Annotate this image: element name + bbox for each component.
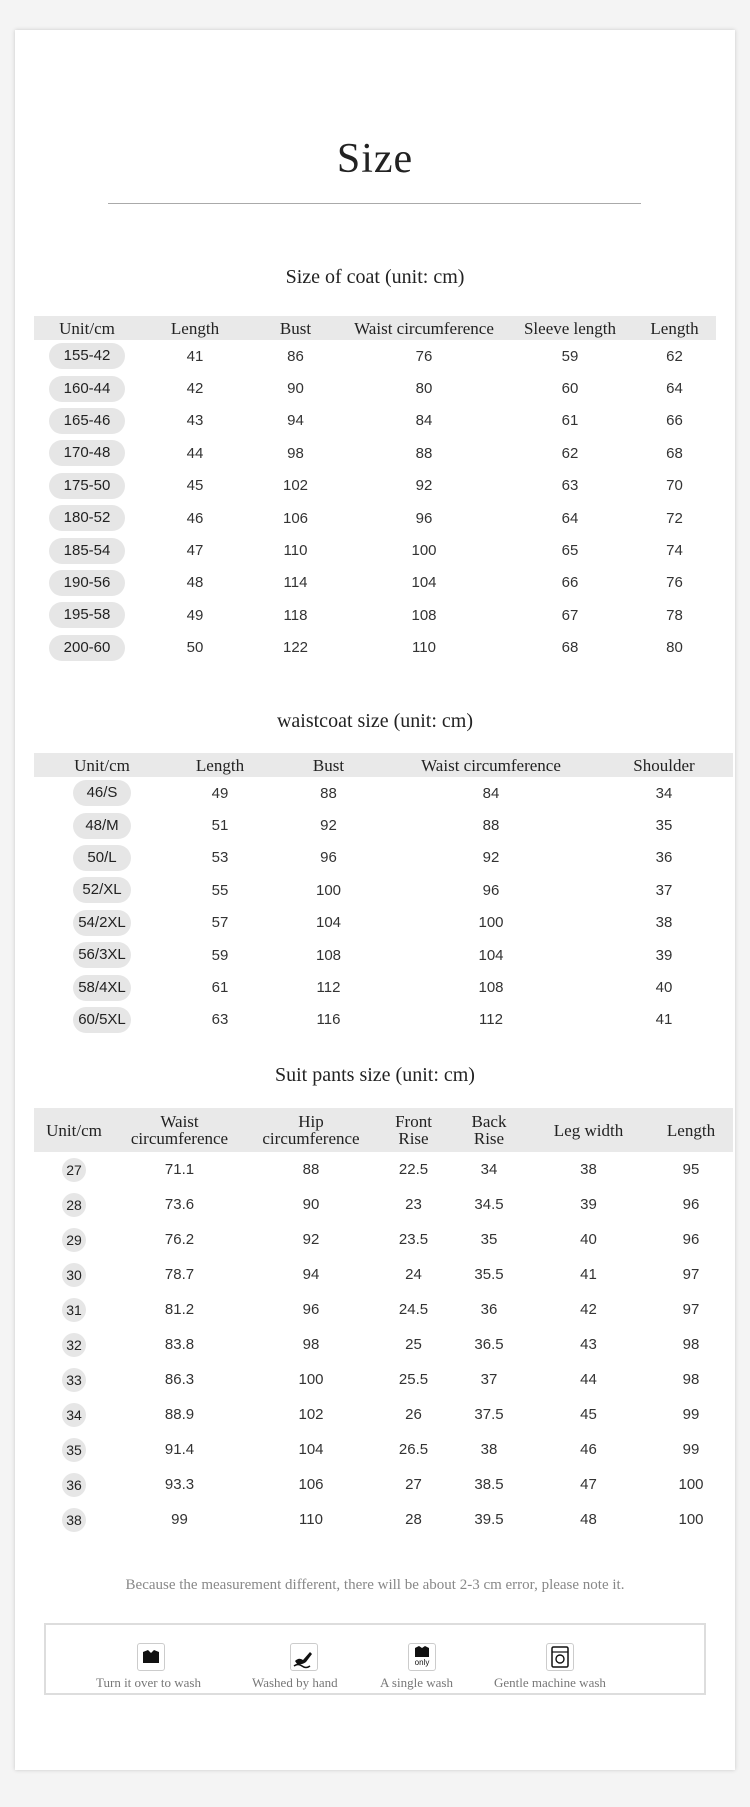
size-label-cell [34, 874, 170, 906]
measurement-cell: 62 [561, 444, 579, 462]
table-row [34, 1152, 733, 1187]
measurement-cell: 51 [211, 817, 229, 835]
measurement-cell: 42 [186, 380, 204, 398]
table-row [34, 971, 733, 1003]
care-instructions [44, 1623, 706, 1695]
measurement-cell: 88 [415, 444, 433, 462]
column-header [528, 1108, 649, 1152]
size-badge: 36 [62, 1473, 86, 1497]
page-title: Size [336, 136, 414, 182]
size-badge: 48/M [73, 813, 131, 839]
measurement-cell: 97 [682, 1301, 700, 1318]
measurement-cell: 96 [682, 1231, 700, 1248]
measurement-cell: 95 [682, 1161, 700, 1178]
column-header [649, 1108, 733, 1152]
measurement-cell: 41 [655, 1011, 673, 1029]
measurement-cell: 98 [682, 1336, 700, 1353]
measurement-cell: 76 [415, 347, 433, 365]
column-header-line: Hip [298, 1112, 324, 1131]
measurement-cell: 116 [316, 1011, 341, 1029]
table-row [34, 939, 733, 971]
size-label-cell [34, 632, 140, 664]
shirt-inside-out-icon [137, 1643, 165, 1671]
measurement-cell: 102 [298, 1406, 324, 1423]
measurement-cell: 48 [580, 1511, 597, 1528]
measurement-cell: 74 [666, 542, 683, 560]
column-header-line: Length [666, 1120, 716, 1140]
measurement-cell: 100 [478, 914, 504, 932]
waistcoat-size-table [34, 753, 733, 1036]
table-row [34, 405, 716, 437]
measurement-note: Because the measurement different, there will be about 2-3 cm error, please note it. [125, 1577, 625, 1593]
care-item-single-wash [380, 1625, 464, 1697]
measurement-cell: 88 [320, 784, 337, 802]
size-badge: 32 [62, 1333, 86, 1357]
size-label-cell [34, 1187, 114, 1222]
size-badge: 33 [62, 1368, 86, 1392]
measurement-cell: 27 [405, 1476, 422, 1493]
measurement-cell: 92 [482, 849, 500, 867]
size-badge: 54/2XL [73, 910, 131, 936]
column-header: Unit/cm [34, 753, 170, 777]
care-item-turn-over [96, 1625, 206, 1697]
size-label-cell [34, 1222, 114, 1257]
measurement-cell: 100 [411, 542, 437, 560]
measurement-cell: 42 [580, 1301, 597, 1318]
column-header: Length [170, 753, 270, 777]
measurement-cell: 35 [655, 817, 673, 835]
measurement-cell: 110 [283, 542, 308, 560]
measurement-cell: 114 [283, 574, 308, 592]
measurement-cell: 96 [415, 509, 433, 527]
size-badge: 46/S [73, 780, 131, 806]
column-header-line: Leg width [553, 1120, 624, 1140]
measurement-cell: 48 [186, 574, 204, 592]
measurement-cell: 98 [682, 1371, 700, 1388]
measurement-cell: 81.2 [164, 1301, 195, 1318]
column-header: Bust [250, 316, 341, 340]
measurement-cell: 88.9 [164, 1406, 195, 1423]
size-label-cell [34, 1292, 114, 1327]
measurement-cell: 71.1 [164, 1161, 195, 1178]
column-header-line: circumference [130, 1129, 229, 1148]
size-badge: 56/3XL [73, 942, 131, 968]
measurement-cell: 66 [666, 412, 683, 430]
measurement-cell: 24.5 [398, 1301, 429, 1318]
measurement-cell: 68 [666, 444, 683, 462]
column-header: Length [633, 316, 716, 340]
measurement-cell: 106 [298, 1476, 324, 1493]
size-label-cell [34, 971, 170, 1003]
measurement-cell: 61 [211, 979, 229, 997]
column-header-line: circumference [262, 1129, 360, 1148]
measurement-cell: 83.8 [164, 1336, 195, 1353]
measurement-cell: 34.5 [474, 1196, 504, 1213]
measurement-cell: 39 [655, 946, 673, 964]
measurement-cell: 99 [171, 1511, 188, 1528]
measurement-cell: 46 [580, 1441, 597, 1458]
measurement-cell: 97 [682, 1266, 700, 1283]
table-row [34, 632, 716, 664]
single-wash-icon [408, 1643, 436, 1671]
column-header: Shoulder [595, 753, 733, 777]
measurement-cell: 40 [655, 979, 673, 997]
measurement-cell: 93.3 [164, 1476, 195, 1493]
measurement-cell: 63 [561, 477, 579, 495]
size-badge: 29 [62, 1228, 86, 1252]
measurement-cell: 41 [580, 1266, 597, 1283]
measurement-cell: 102 [282, 477, 309, 495]
measurement-cell: 37 [655, 881, 673, 899]
size-badge: 58/4XL [73, 975, 131, 1001]
measurement-cell: 61 [561, 412, 579, 430]
coat-size-table [34, 316, 716, 664]
measurement-cell: 78 [666, 606, 683, 624]
measurement-cell: 62 [666, 347, 683, 365]
table-row [34, 567, 716, 599]
size-badge: 60/5XL [73, 1007, 131, 1033]
size-label-cell [34, 842, 170, 874]
measurement-cell: 92 [415, 477, 433, 495]
measurement-cell: 24 [405, 1266, 422, 1283]
care-item-hand-wash [252, 1625, 352, 1697]
measurement-cell: 39 [580, 1196, 597, 1213]
measurement-cell: 94 [287, 412, 304, 430]
measurement-cell: 64 [561, 509, 579, 527]
table-row [34, 599, 716, 631]
measurement-cell: 23.5 [398, 1231, 429, 1248]
table-row [34, 437, 716, 469]
size-label-cell [34, 372, 140, 404]
measurement-cell: 88 [482, 817, 500, 835]
waistcoat-header-row [34, 753, 733, 777]
care-label: Gentle machine wash [494, 1675, 606, 1690]
size-label-cell [34, 1397, 114, 1432]
size-badge: 165-46 [49, 408, 125, 434]
column-header: Sleeve length [507, 316, 633, 340]
column-header: Length [140, 316, 250, 340]
column-header [245, 1108, 377, 1152]
measurement-cell: 108 [315, 946, 342, 964]
measurement-cell: 86.3 [164, 1371, 195, 1388]
measurement-cell: 112 [479, 1011, 503, 1029]
column-header: Bust [270, 753, 387, 777]
column-header-line: Unit/cm [46, 1120, 102, 1140]
washing-machine-icon [546, 1643, 574, 1671]
measurement-cell: 90 [302, 1196, 320, 1213]
measurement-cell: 110 [299, 1511, 323, 1528]
measurement-cell: 78.7 [164, 1266, 195, 1283]
column-header [114, 1108, 245, 1152]
measurement-cell: 94 [302, 1266, 320, 1283]
measurement-cell: 108 [478, 979, 504, 997]
measurement-cell: 59 [561, 347, 579, 365]
title-divider [108, 203, 641, 204]
measurement-cell: 100 [315, 881, 342, 899]
measurement-cell: 96 [320, 849, 337, 867]
size-label-cell [34, 1467, 114, 1502]
table-row [34, 1187, 733, 1222]
measurement-cell: 57 [211, 914, 229, 932]
measurement-cell: 44 [186, 444, 204, 462]
size-badge: 35 [62, 1438, 86, 1462]
size-label-cell [34, 1362, 114, 1397]
column-header [450, 1108, 528, 1152]
measurement-cell: 98 [302, 1336, 320, 1353]
size-label-cell [34, 340, 140, 372]
measurement-cell: 63 [211, 1011, 229, 1029]
table-row [34, 372, 716, 404]
measurement-cell: 40 [580, 1231, 597, 1248]
measurement-cell: 23 [405, 1196, 422, 1213]
measurement-cell: 99 [682, 1406, 700, 1423]
measurement-cell: 55 [211, 881, 229, 899]
size-label-cell [34, 1432, 114, 1467]
measurement-cell: 104 [298, 1441, 324, 1458]
size-label-cell [34, 1152, 114, 1187]
table-row [34, 1467, 733, 1502]
measurement-cell: 41 [186, 347, 204, 365]
size-label-cell [34, 437, 140, 469]
column-header-line: Front [395, 1112, 432, 1131]
table-row [34, 777, 733, 809]
measurement-cell: 26.5 [398, 1441, 429, 1458]
measurement-cell: 76 [666, 574, 683, 592]
measurement-cell: 65 [561, 542, 579, 560]
measurement-cell: 36 [480, 1301, 498, 1318]
column-header: Waist circumference [387, 753, 595, 777]
measurement-cell: 43 [186, 412, 204, 430]
measurement-cell: 98 [287, 444, 304, 462]
size-badge: 34 [62, 1403, 86, 1427]
measurement-cell: 96 [482, 881, 500, 899]
column-header-line: Waist [160, 1112, 199, 1131]
column-header: Waist circumference [341, 316, 507, 340]
size-badge: 180-52 [49, 505, 125, 531]
size-badge: 30 [62, 1263, 86, 1287]
measurement-cell: 22.5 [398, 1161, 429, 1178]
measurement-cell: 122 [282, 639, 309, 657]
table-row [34, 1362, 733, 1397]
measurement-cell: 76.2 [164, 1231, 195, 1248]
size-label-cell [34, 1257, 114, 1292]
measurement-cell: 35.5 [474, 1266, 504, 1283]
table-row [34, 1222, 733, 1257]
table-row [34, 534, 716, 566]
care-item-machine-wash [494, 1625, 626, 1697]
size-label-cell [34, 809, 170, 841]
size-label-cell [34, 907, 170, 939]
measurement-cell: 84 [482, 784, 500, 802]
size-label-cell [34, 1004, 170, 1036]
measurement-cell: 96 [682, 1196, 700, 1213]
measurement-cell: 80 [666, 639, 683, 657]
measurement-cell: 43 [580, 1336, 597, 1353]
coat-header-row [34, 316, 716, 340]
size-badge: 38 [62, 1508, 86, 1532]
table-row [34, 1004, 733, 1036]
measurement-cell: 73.6 [164, 1196, 195, 1213]
column-header-line: Back [471, 1112, 507, 1131]
measurement-cell: 26 [405, 1406, 422, 1423]
only-label: only [414, 1658, 430, 1667]
measurement-cell: 47 [186, 542, 204, 560]
measurement-cell: 49 [211, 784, 229, 802]
size-label-cell [34, 502, 140, 534]
table-row [34, 809, 733, 841]
measurement-cell: 84 [415, 412, 433, 430]
pants-size-table [34, 1108, 733, 1537]
measurement-cell: 104 [478, 946, 504, 964]
column-header-line: Rise [398, 1129, 429, 1148]
size-badge: 155-42 [49, 343, 125, 369]
measurement-cell: 100 [298, 1371, 324, 1388]
measurement-cell: 37 [480, 1371, 498, 1388]
table-row [34, 340, 716, 372]
measurement-cell: 60 [561, 380, 579, 398]
size-label-cell [34, 777, 170, 809]
size-badge: 170-48 [49, 440, 125, 466]
size-label-cell [34, 567, 140, 599]
table-row [34, 1257, 733, 1292]
table-row [34, 1327, 733, 1362]
measurement-cell: 67 [561, 606, 579, 624]
table-row [34, 502, 716, 534]
size-badge: 52/XL [73, 877, 131, 903]
measurement-cell: 99 [682, 1441, 700, 1458]
column-header [377, 1108, 450, 1152]
measurement-cell: 28 [405, 1511, 422, 1528]
care-label: Washed by hand [252, 1675, 338, 1690]
measurement-cell: 92 [302, 1231, 320, 1248]
measurement-cell: 44 [580, 1371, 597, 1388]
measurement-cell: 36.5 [474, 1336, 504, 1353]
size-badge: 175-50 [49, 473, 125, 499]
measurement-cell: 88 [302, 1161, 320, 1178]
measurement-cell: 37.5 [474, 1406, 504, 1423]
measurement-cell: 45 [186, 477, 204, 495]
table-row [34, 470, 716, 502]
measurement-cell: 25 [405, 1336, 422, 1353]
measurement-cell: 34 [655, 784, 673, 802]
measurement-cell: 108 [411, 606, 437, 624]
measurement-cell: 47 [580, 1476, 597, 1493]
table-row [34, 1292, 733, 1327]
measurement-cell: 86 [287, 347, 304, 365]
measurement-cell: 110 [412, 639, 436, 657]
table-row [34, 907, 733, 939]
measurement-cell: 34 [480, 1161, 498, 1178]
measurement-cell: 90 [287, 380, 304, 398]
measurement-cell: 46 [186, 509, 204, 527]
pants-header-row [34, 1108, 733, 1152]
table-row [34, 1502, 733, 1537]
size-label-cell [34, 470, 140, 502]
measurement-cell: 68 [561, 639, 579, 657]
table-row [34, 1432, 733, 1467]
size-label-cell [34, 534, 140, 566]
table-row [34, 1397, 733, 1432]
column-header-line: Rise [473, 1129, 505, 1148]
measurement-cell: 64 [666, 380, 683, 398]
measurement-cell: 36 [655, 849, 673, 867]
measurement-cell: 92 [320, 817, 337, 835]
measurement-cell: 100 [678, 1511, 704, 1528]
measurement-cell: 96 [302, 1301, 320, 1318]
size-badge: 50/L [73, 845, 131, 871]
measurement-cell: 104 [411, 574, 437, 592]
table-row [34, 874, 733, 906]
column-header: Unit/cm [34, 316, 140, 340]
size-badge: 27 [62, 1158, 86, 1182]
measurement-cell: 104 [315, 914, 342, 932]
measurement-cell: 91.4 [164, 1441, 195, 1458]
measurement-cell: 59 [211, 946, 229, 964]
size-badge: 185-54 [49, 538, 125, 564]
size-badge: 160-44 [49, 376, 125, 402]
hand-wash-icon [290, 1643, 318, 1671]
measurement-cell: 50 [186, 639, 204, 657]
size-badge: 28 [62, 1193, 86, 1217]
measurement-cell: 80 [415, 380, 433, 398]
measurement-cell: 49 [186, 606, 204, 624]
pants-section-title: Suit pants size (unit: cm) [275, 1064, 475, 1086]
column-header [34, 1108, 114, 1152]
measurement-cell: 25.5 [398, 1371, 429, 1388]
coat-section-title: Size of coat (unit: cm) [285, 266, 465, 288]
care-label: Turn it over to wash [96, 1675, 201, 1690]
size-label-cell [34, 1327, 114, 1362]
measurement-cell: 112 [316, 979, 341, 997]
measurement-cell: 70 [666, 477, 683, 495]
measurement-cell: 118 [283, 606, 308, 624]
measurement-cell: 100 [678, 1476, 704, 1493]
size-label-cell [34, 939, 170, 971]
measurement-cell: 39.5 [474, 1511, 504, 1528]
measurement-cell: 38 [655, 914, 673, 932]
size-label-cell [34, 405, 140, 437]
measurement-cell: 72 [666, 509, 683, 527]
size-badge: 190-56 [49, 570, 125, 596]
measurement-cell: 106 [282, 509, 309, 527]
size-label-cell [34, 1502, 114, 1537]
table-row [34, 842, 733, 874]
size-badge: 195-58 [49, 602, 125, 628]
care-label: A single wash [380, 1675, 453, 1690]
measurement-cell: 35 [480, 1231, 498, 1248]
measurement-cell: 45 [580, 1406, 597, 1423]
measurement-cell: 66 [561, 574, 579, 592]
measurement-cell: 38 [580, 1161, 597, 1178]
measurement-cell: 53 [211, 849, 229, 867]
measurement-cell: 38 [480, 1441, 498, 1458]
size-badge: 200-60 [49, 635, 125, 661]
waistcoat-section-title: waistcoat size (unit: cm) [276, 710, 474, 732]
measurement-cell: 38.5 [474, 1476, 504, 1493]
size-badge: 31 [62, 1298, 86, 1322]
size-label-cell [34, 599, 140, 631]
